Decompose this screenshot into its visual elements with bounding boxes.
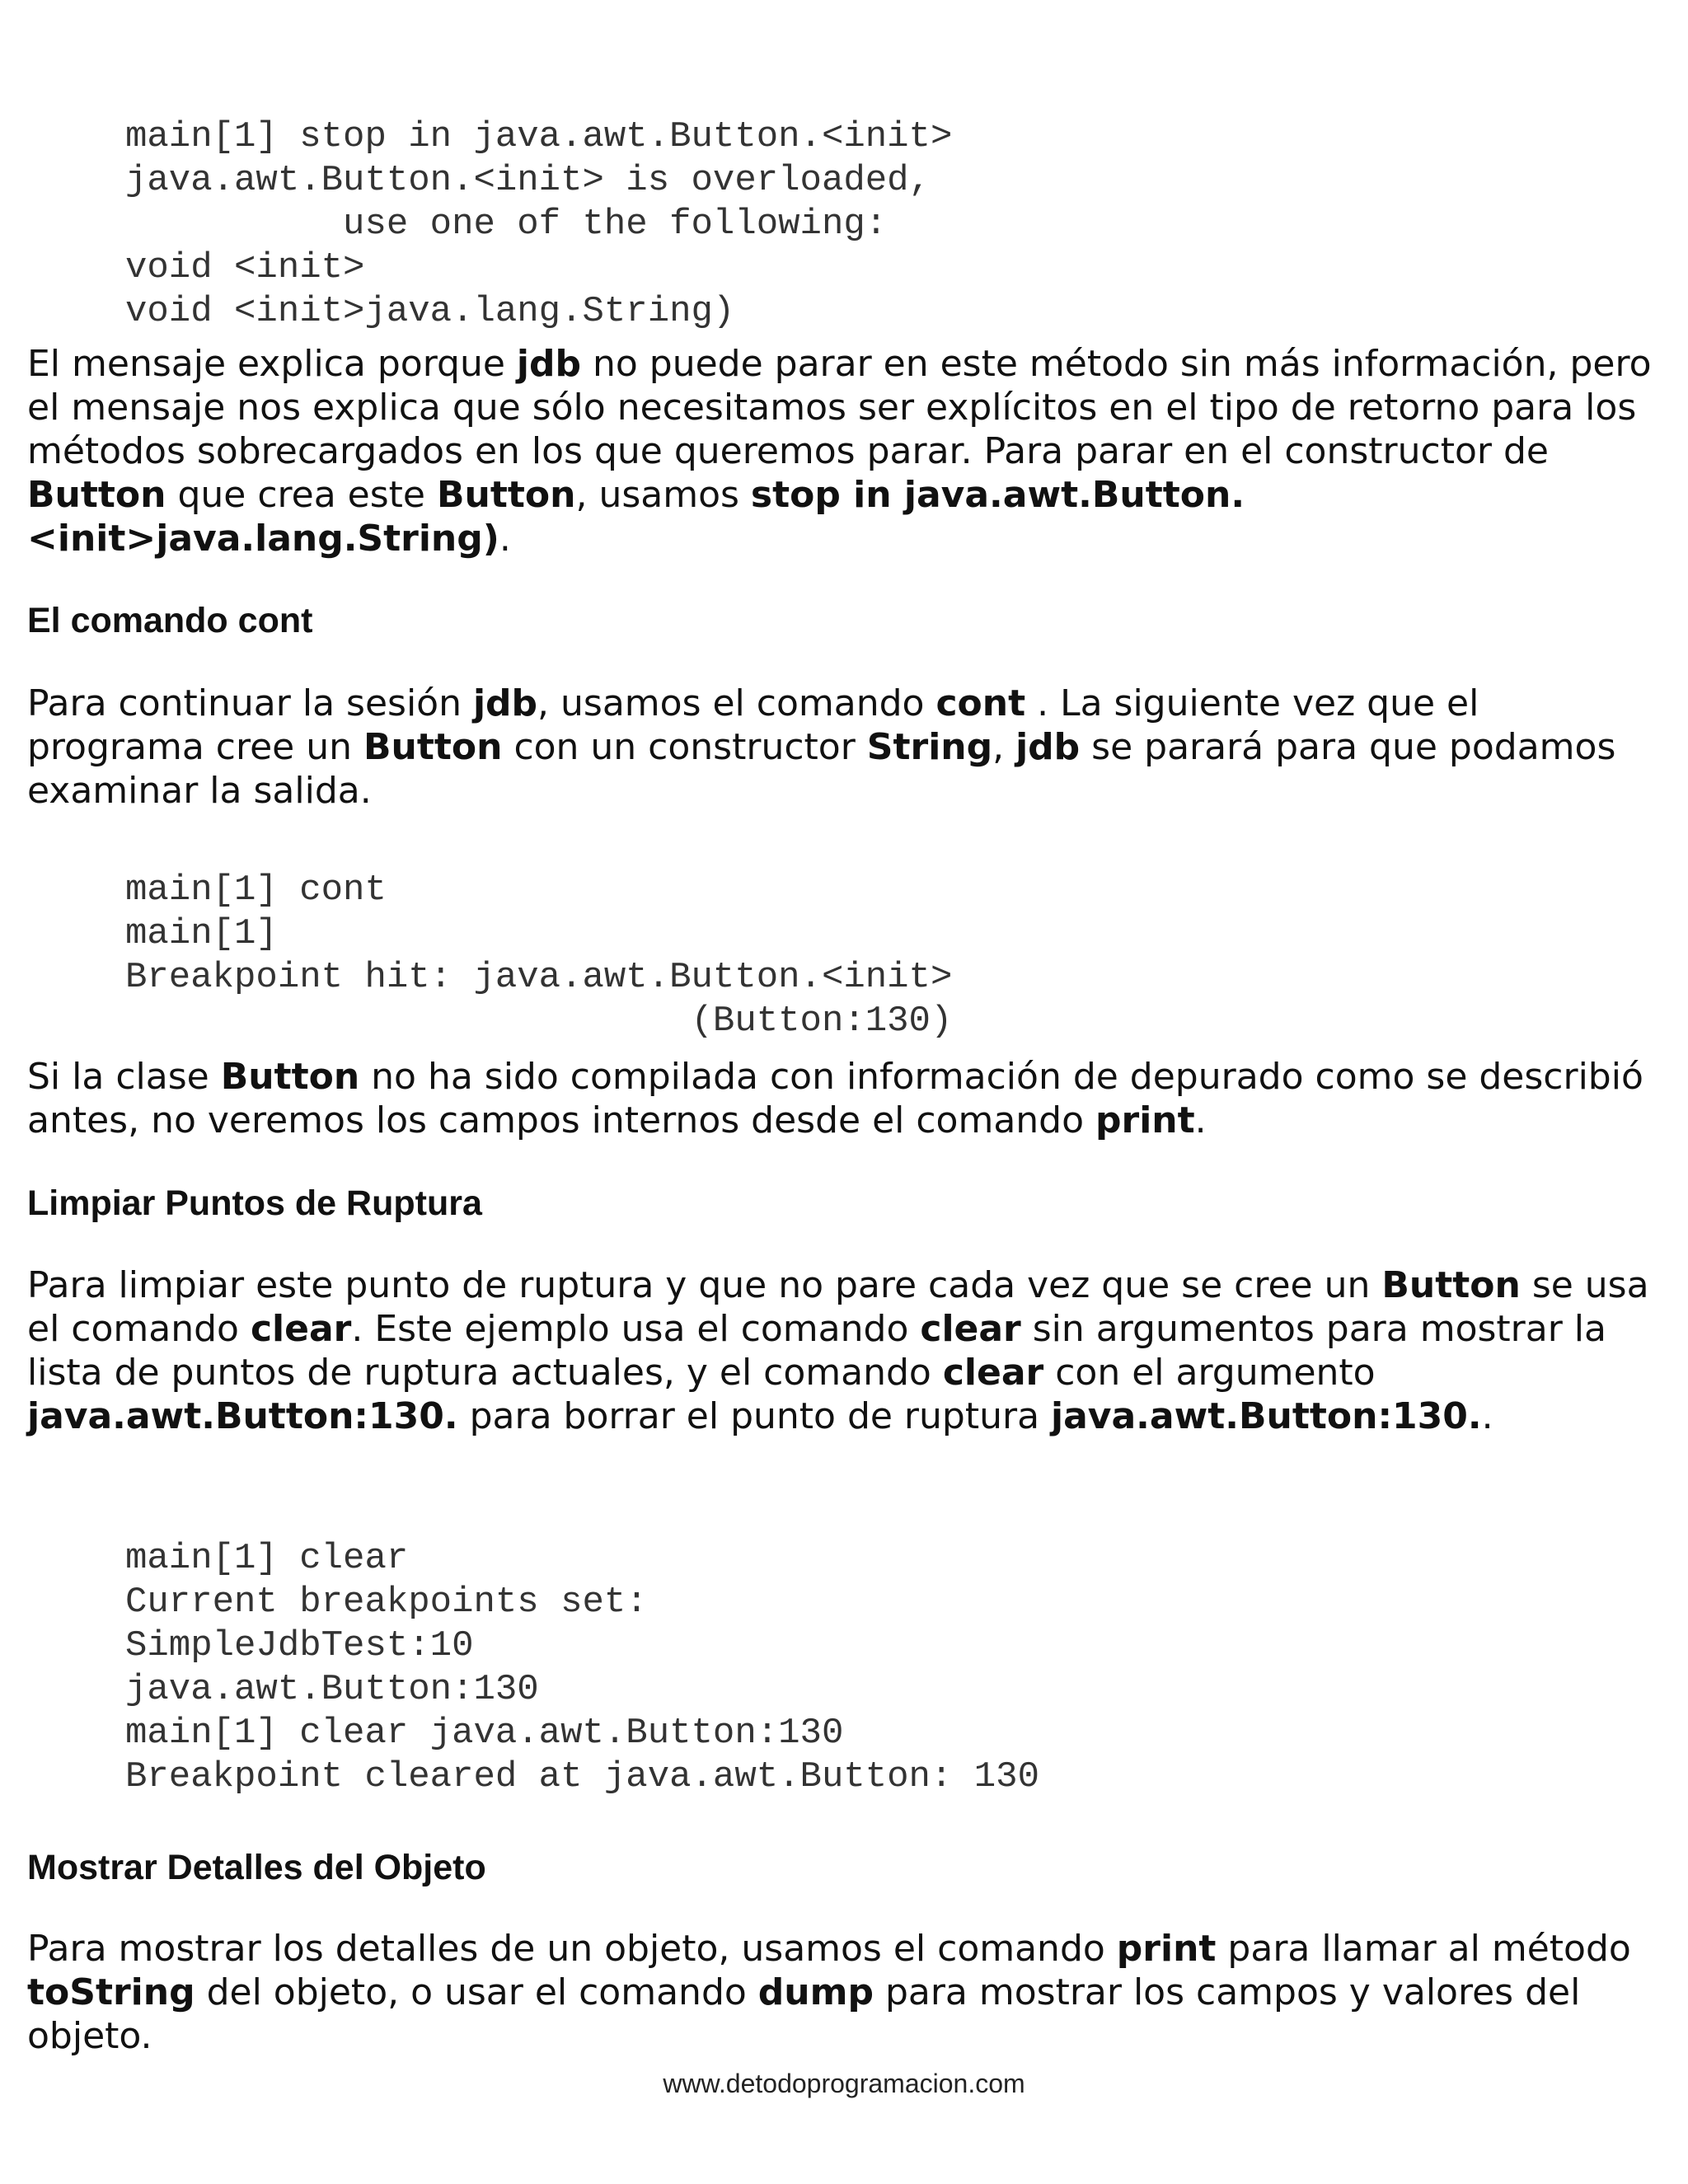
code-line: java.awt.Button.<init> is overloaded, [125, 160, 931, 201]
code-line: Current breakpoints set: [125, 1582, 648, 1623]
code-line: use one of the following: [125, 204, 888, 245]
code-line: void <init>java.lang.String) [125, 291, 735, 332]
code-line: main[1] cont [125, 869, 387, 911]
section-heading-cont: El comando cont [27, 601, 313, 640]
paragraph-overloaded-explanation: El mensaje explica porque jdb no puede parar en este método sin más información, pero el mensaje nos explica que sólo necesitamos ser explícitos en el tipo de retorno para los métodos sobrecargados en los que queremos parar. Para parar en el constructor de Button que crea este Button, usamos stop in java.awt.Button.<init>java.lang.String). [27, 343, 1652, 560]
paragraph-print-dump: Para mostrar los detalles de un objeto, usamos el comando print para llamar al método toString del objeto, o usar el comando dump para mostrar los campos y valores del objeto. [27, 1928, 1631, 2057]
code-block-stop-in [125, 115, 952, 334]
code-line: main[1] clear [125, 1538, 409, 1579]
code-line: (Button:130) [125, 1001, 953, 1042]
code-line: main[1] [125, 913, 278, 954]
code-block-cont [125, 869, 952, 1043]
paragraph-cont-command: Para continuar la sesión jdb, usamos el comando cont . La siguiente vez que el programa cree un Button con un constructor String, jdb se parará para que podamos examinar la salida. [27, 682, 1616, 812]
paragraph-clear-command: Para limpiar este punto de ruptura y que no pare cada vez que se cree un Button se usa el comando clear. Este ejemplo usa el comando clear sin argumentos para mostrar la lista de puntos de ruptura actuales, y el comando clear con el argumento java.awt.Button:130. para borrar el punto de ruptura java.awt.Button:130.. [27, 1264, 1649, 1437]
code-line: Breakpoint hit: java.awt.Button.<init> [125, 957, 953, 998]
page-footer-url: www.detodoprogramacion.com [663, 2069, 1025, 2098]
code-line: java.awt.Button:130 [125, 1669, 539, 1710]
code-line: main[1] stop in java.awt.Button.<init> [125, 116, 953, 157]
code-block-clear [125, 1537, 1039, 1799]
code-line: main[1] clear java.awt.Button:130 [125, 1713, 844, 1754]
section-heading-object-details: Mostrar Detalles del Objeto [27, 1848, 486, 1887]
paragraph-button-debug-info: Si la clase Button no ha sido compilada con información de depurado como se describió antes, no veremos los campos internos desde el comando print. [27, 1056, 1643, 1141]
section-heading-clear-breakpoints: Limpiar Puntos de Ruptura [27, 1183, 482, 1223]
code-line: void <init> [125, 247, 365, 288]
code-line: Breakpoint cleared at java.awt.Button: 130 [125, 1756, 1039, 1797]
code-line: SimpleJdbTest:10 [125, 1625, 474, 1666]
